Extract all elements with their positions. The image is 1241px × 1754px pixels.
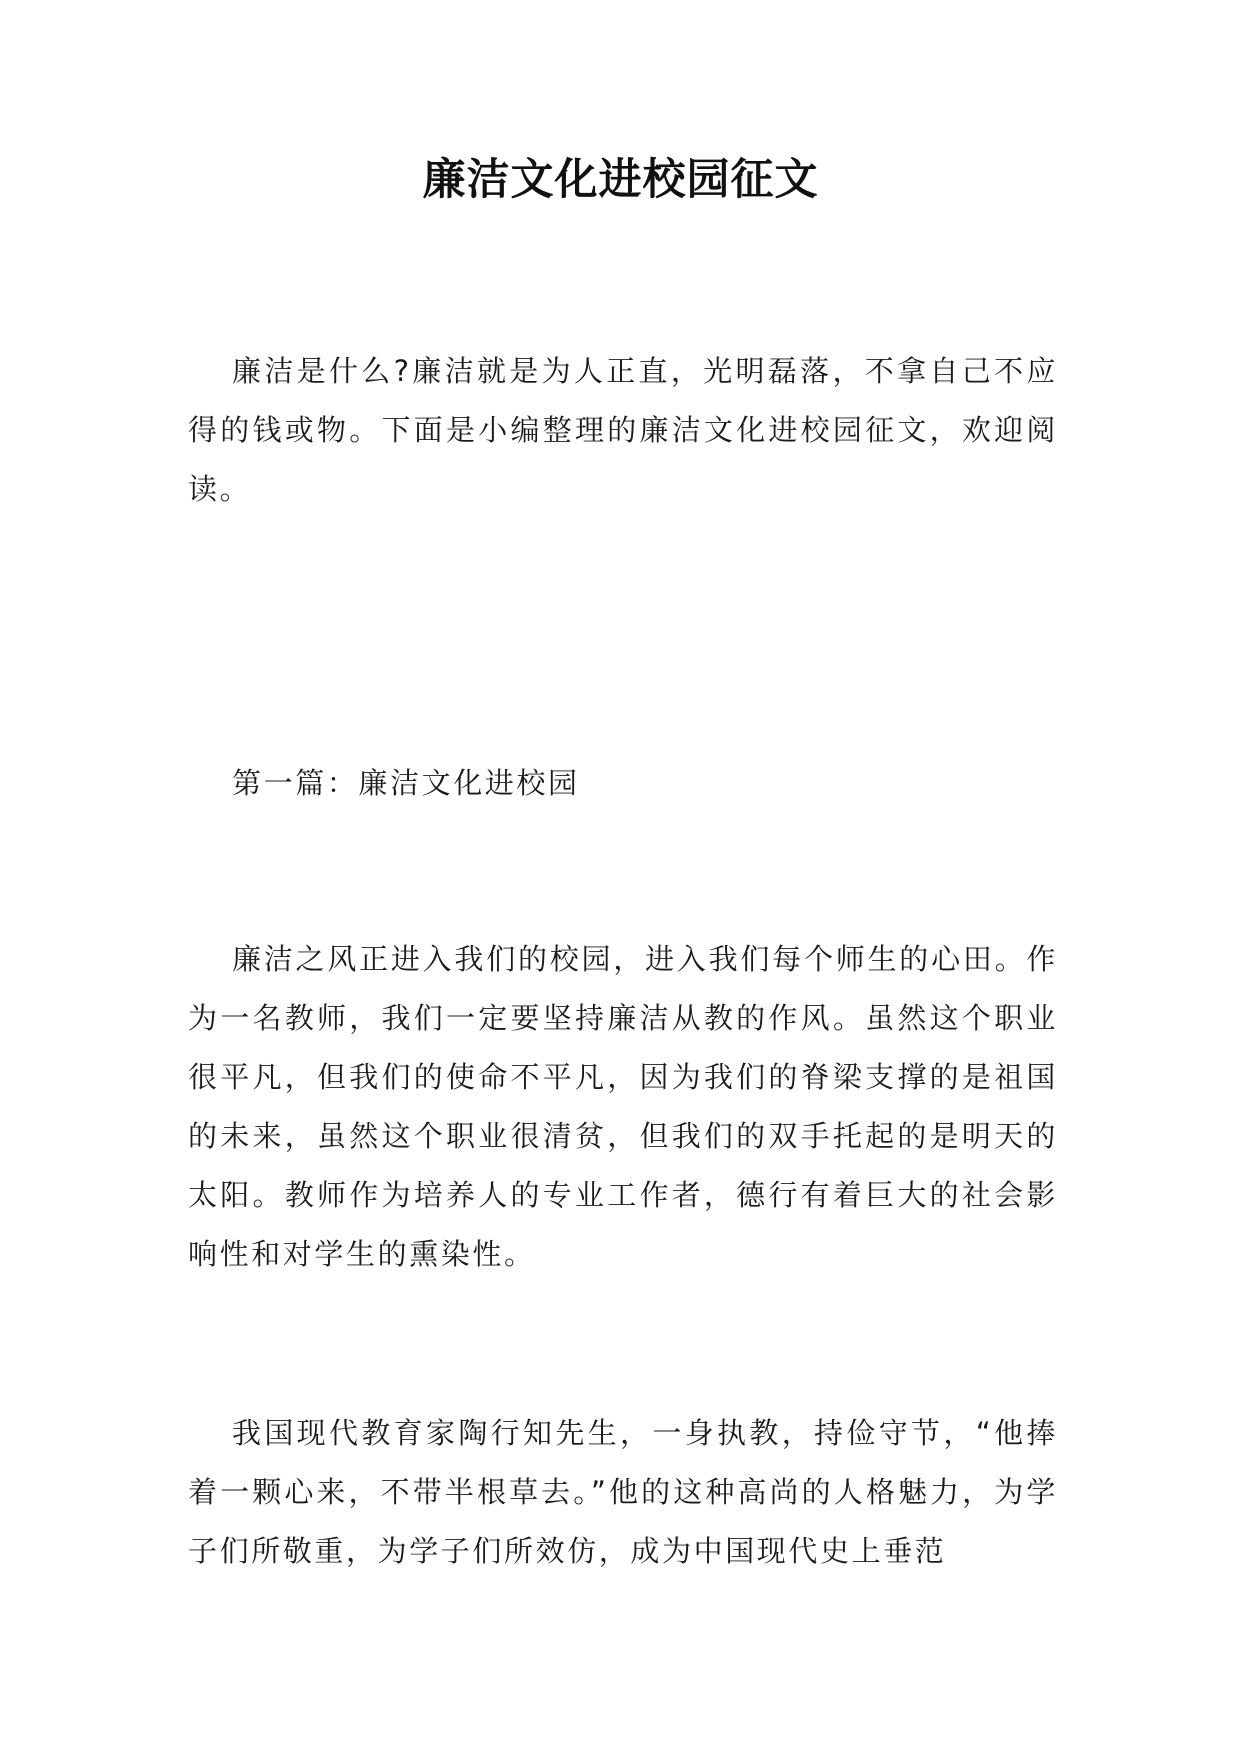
section-heading: 第一篇：廉洁文化进校园: [232, 766, 580, 800]
document-title: 廉洁文化进校园征文: [422, 155, 819, 205]
intro-paragraph: 廉洁是什么?廉洁就是为人正直，光明磊落，不拿自己不应得的钱或物。下面是小编整理的廉洁文化进校园征文，欢迎阅读。: [188, 354, 1058, 506]
body-paragraph-1: 廉洁之风正进入我们的校园，进入我们每个师生的心田。作为一名教师，我们一定要坚持廉洁从教的作风。虽然这个职业很平凡，但我们的使命不平凡，因为我们的脊梁支撑的是祖国的未来，虽然这个职业很清贫，但我们的双手托起的是明天的太阳。教师作为培养人的专业工作者，德行有着巨大的社会影响性和对学生的熏染性。: [188, 942, 1058, 1271]
body-paragraph-2: 我国现代教育家陶行知先生，一身执教，持俭守节，“他捧着一颗心来，不带半根草去。”他的这种高尚的人格魅力，为学子们所敬重，为学子们所效仿，成为中国现代史上垂范: [188, 1416, 1058, 1568]
